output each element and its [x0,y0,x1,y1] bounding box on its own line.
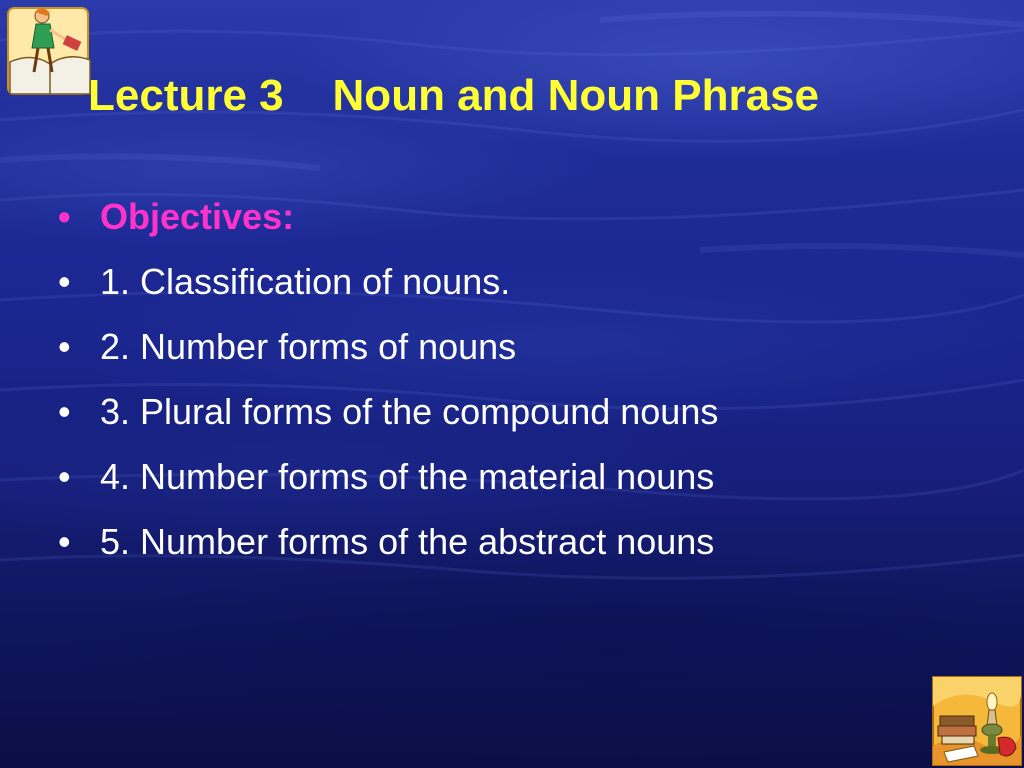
bullet-dot: • [58,391,71,432]
bullet-text: 5. Number forms of the abstract nouns [100,521,715,562]
list-item [56,249,718,314]
girl-reading-book-icon [2,2,98,100]
slide-title: Lecture 3 Noun and Noun Phrase [88,71,820,120]
bullet-dot: • [58,456,71,497]
bullet-text: 2. Number forms of nouns [100,326,517,367]
bullet-text: Objectives: [100,196,295,237]
bullet-dot: • [58,196,71,237]
bullet-dot: • [58,326,71,367]
list-item [56,444,718,509]
objectives-heading [56,184,718,249]
bullet-text: 4. Number forms of the material nouns [100,456,715,497]
bullet-text: 1. Classification of nouns. [100,261,511,302]
bullet-dot: • [58,521,71,562]
bullet-dot: • [58,261,71,302]
list-item [56,314,718,379]
list-item [56,379,718,444]
list-item [56,509,718,574]
bullet-text: 3. Plural forms of the compound nouns [100,391,719,432]
oil-lamp-and-books-icon [932,676,1022,766]
objectives-list [56,184,718,574]
